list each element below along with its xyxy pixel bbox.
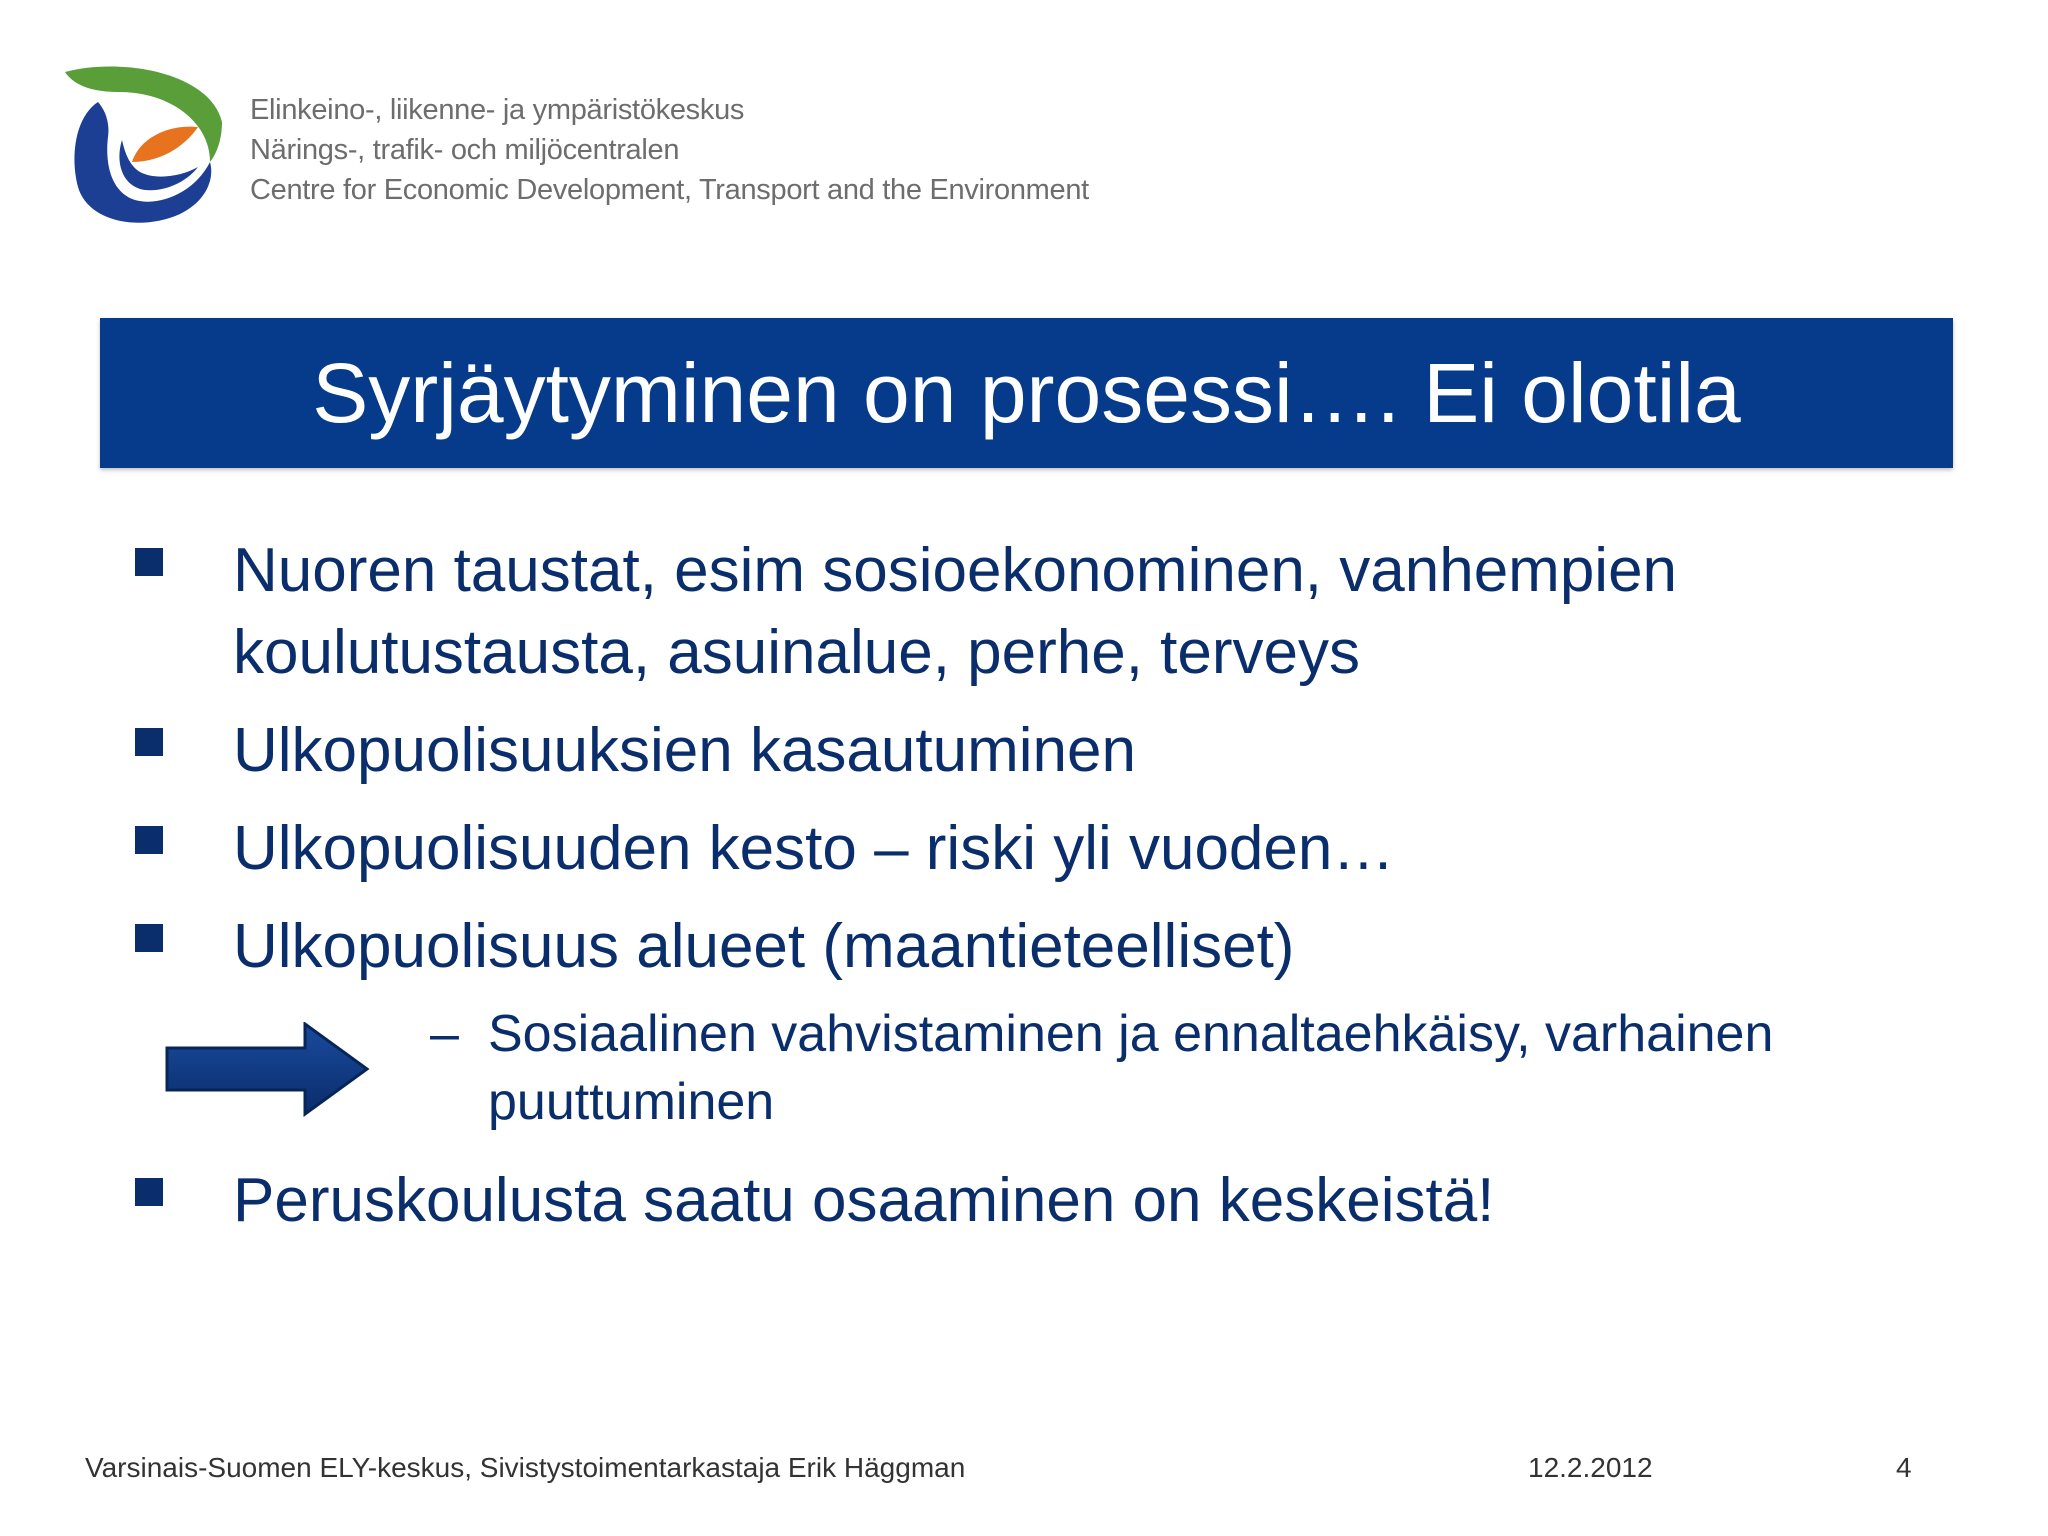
bullet-item: [135, 530, 1933, 694]
sub-bullet-text: Sosiaalinen vahvistaminen ja ennaltaehkäisy, varhainen puuttuminen: [488, 1005, 1774, 1131]
bullet-square-icon: [135, 728, 163, 756]
title-bar: [100, 318, 1953, 468]
bullet-item: [135, 808, 1933, 890]
bullet-item: [135, 1160, 1933, 1242]
bullet-text: Peruskoulusta saatu osaaminen on keskeistä!: [233, 1166, 1495, 1235]
bullet-square-icon: [135, 924, 163, 952]
bullet-item: [135, 906, 1933, 988]
bullet-text: Ulkopuolisuus alueet (maantieteelliset): [233, 912, 1295, 981]
sub-bullet: [430, 1000, 1910, 1136]
footer-date: 12.2.2012: [1528, 1452, 1653, 1483]
footer-author: Varsinais-Suomen ELY-keskus, Sivistystoimentarkastaja Erik Häggman: [85, 1452, 966, 1483]
slide-title: Syrjäytyminen on prosessi…. Ei olotila: [312, 345, 1741, 440]
ely-centre-logo-icon: [60, 62, 225, 227]
org-name-swedish: Närings-, trafik- och miljöcentralen: [250, 134, 680, 166]
org-name-english: Centre for Economic Development, Transport and the Environment: [250, 174, 1089, 206]
footer-page-number: 4: [1896, 1452, 1912, 1483]
bullet-square-icon: [135, 1178, 163, 1206]
bullet-item: [135, 710, 1933, 792]
bullet-text: Ulkopuolisuuksien kasautuminen: [233, 716, 1136, 785]
sub-bullet-dash: –: [430, 1005, 459, 1063]
bullet-text: Ulkopuolisuuden kesto – riski yli vuoden…: [233, 814, 1395, 883]
right-arrow-icon: [165, 1022, 370, 1117]
bullet-square-icon: [135, 548, 163, 576]
bullet-square-icon: [135, 826, 163, 854]
bullet-text: Nuoren taustat, esim sosioekonominen, vanhempien koulutustausta, asuinalue, perhe, terveys: [233, 536, 1678, 687]
org-name-finnish: Elinkeino-, liikenne- ja ympäristökeskus: [250, 94, 745, 126]
organization-names: [250, 90, 1089, 210]
